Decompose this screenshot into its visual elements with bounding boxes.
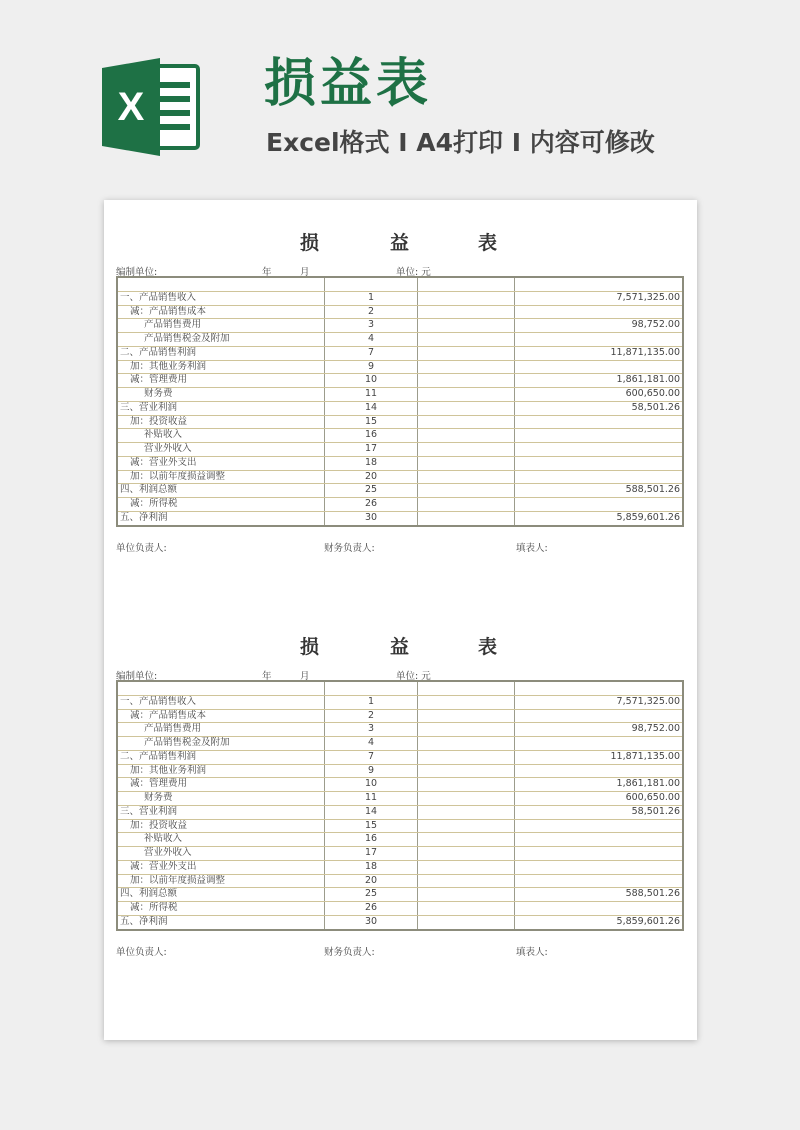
item-cell: 五、净利润	[117, 915, 325, 929]
table-row	[117, 388, 683, 402]
table-row	[117, 429, 683, 443]
row-number-cell: 18	[325, 860, 418, 874]
item-cell: 补贴收入	[117, 833, 325, 847]
row-number-cell: 14	[325, 401, 418, 415]
row-number-cell: 30	[325, 915, 418, 929]
table-row	[117, 723, 683, 737]
blank-cell	[418, 360, 515, 374]
item-cell: 加：以前年度损益调整	[117, 874, 325, 888]
amount-cell	[515, 833, 684, 847]
blank-cell	[418, 291, 515, 305]
table-row	[117, 833, 683, 847]
blank-cell	[418, 750, 515, 764]
blank-cell	[418, 681, 515, 695]
table-row	[117, 778, 683, 792]
row-number-cell: 25	[325, 888, 418, 902]
item-cell: 减：产品销售成本	[117, 305, 325, 319]
amount-cell	[515, 277, 684, 291]
item-cell	[117, 277, 325, 291]
row-number-cell: 20	[325, 874, 418, 888]
sheet-title-char: 益	[390, 232, 410, 254]
item-cell: 补贴收入	[117, 429, 325, 443]
sheet-title-char: 损	[300, 232, 320, 254]
table-row	[117, 860, 683, 874]
row-number-cell: 14	[325, 805, 418, 819]
item-cell: 产品销售税金及附加	[117, 333, 325, 347]
table-row	[117, 277, 683, 291]
document-page	[104, 200, 697, 1040]
table-row	[117, 792, 683, 806]
amount-cell: 1,861,181.00	[515, 374, 684, 388]
blank-cell	[418, 737, 515, 751]
year-label: 年	[262, 671, 272, 682]
item-cell: 二、产品销售利润	[117, 346, 325, 360]
item-cell: 营业外收入	[117, 847, 325, 861]
row-number-cell: 25	[325, 484, 418, 498]
month-label: 月	[300, 671, 310, 682]
item-cell: 加：其他业务利润	[117, 360, 325, 374]
item-cell: 减：所得税	[117, 902, 325, 916]
amount-cell	[515, 305, 684, 319]
blank-cell	[418, 874, 515, 888]
item-cell: 加：投资收益	[117, 415, 325, 429]
blank-cell	[418, 415, 515, 429]
blank-cell	[418, 498, 515, 512]
blank-cell	[418, 764, 515, 778]
blank-cell	[418, 915, 515, 929]
item-cell: 产品销售费用	[117, 723, 325, 737]
item-cell: 一、产品销售收入	[117, 291, 325, 305]
table-row	[117, 511, 683, 525]
row-number-cell: 1	[325, 695, 418, 709]
unit-head-label: 单位负责人:	[116, 947, 167, 958]
sheet-title-char: 表	[478, 636, 498, 658]
row-number-cell: 16	[325, 833, 418, 847]
sheet-meta	[116, 264, 686, 276]
row-number-cell: 4	[325, 333, 418, 347]
table-row	[117, 764, 683, 778]
item-cell: 加：其他业务利润	[117, 764, 325, 778]
table-row	[117, 360, 683, 374]
amount-cell	[515, 819, 684, 833]
blank-cell	[418, 333, 515, 347]
table-row	[117, 346, 683, 360]
amount-cell: 98,752.00	[515, 723, 684, 737]
row-number-cell	[325, 277, 418, 291]
blank-cell	[418, 833, 515, 847]
row-number-cell: 2	[325, 709, 418, 723]
amount-cell	[515, 470, 684, 484]
amount-cell	[515, 764, 684, 778]
item-cell: 减：营业外支出	[117, 860, 325, 874]
table-row	[117, 456, 683, 470]
item-cell: 加：以前年度损益调整	[117, 470, 325, 484]
sheet-title-char: 益	[390, 636, 410, 658]
table-row	[117, 681, 683, 695]
item-cell: 四、利润总额	[117, 888, 325, 902]
row-number-cell: 17	[325, 443, 418, 457]
excel-logo-icon	[102, 58, 202, 156]
finance-head-label: 财务负责人:	[324, 543, 375, 554]
row-number-cell: 7	[325, 346, 418, 360]
amount-cell	[515, 498, 684, 512]
amount-cell: 1,861,181.00	[515, 778, 684, 792]
row-number-cell: 17	[325, 847, 418, 861]
row-number-cell: 7	[325, 750, 418, 764]
item-cell: 减：产品销售成本	[117, 709, 325, 723]
table-row	[117, 415, 683, 429]
row-number-cell: 1	[325, 291, 418, 305]
amount-cell: 600,650.00	[515, 792, 684, 806]
item-cell: 财务费	[117, 388, 325, 402]
currency-label: 单位: 元	[396, 267, 431, 278]
row-number-cell: 26	[325, 902, 418, 916]
year-label: 年	[262, 267, 272, 278]
item-cell: 一、产品销售收入	[117, 695, 325, 709]
blank-cell	[418, 695, 515, 709]
amount-cell	[515, 415, 684, 429]
row-number-cell: 16	[325, 429, 418, 443]
item-cell: 产品销售税金及附加	[117, 737, 325, 751]
table-row	[117, 319, 683, 333]
blank-cell	[418, 470, 515, 484]
item-cell: 三、营业利润	[117, 805, 325, 819]
amount-cell: 600,650.00	[515, 388, 684, 402]
signature-line	[116, 944, 686, 956]
table-row	[117, 888, 683, 902]
row-number-cell: 26	[325, 498, 418, 512]
row-number-cell: 15	[325, 415, 418, 429]
table-row	[117, 902, 683, 916]
table-row	[117, 709, 683, 723]
blank-cell	[418, 401, 515, 415]
amount-cell: 588,501.26	[515, 888, 684, 902]
table-row	[117, 847, 683, 861]
amount-cell: 98,752.00	[515, 319, 684, 333]
table-row	[117, 805, 683, 819]
table-row	[117, 819, 683, 833]
row-number-cell: 10	[325, 374, 418, 388]
amount-cell	[515, 737, 684, 751]
table-row	[117, 874, 683, 888]
blank-cell	[418, 429, 515, 443]
ledger-table	[116, 680, 684, 931]
signature-line	[116, 540, 686, 552]
amount-cell: 58,501.26	[515, 805, 684, 819]
blank-cell	[418, 723, 515, 737]
unit-head-label: 单位负责人:	[116, 543, 167, 554]
blank-cell	[418, 484, 515, 498]
unit-label: 编制单位:	[116, 267, 158, 278]
item-cell: 三、营业利润	[117, 401, 325, 415]
row-number-cell: 2	[325, 305, 418, 319]
amount-cell	[515, 443, 684, 457]
amount-cell: 5,859,601.26	[515, 915, 684, 929]
item-cell: 减：所得税	[117, 498, 325, 512]
sheet-meta	[116, 668, 686, 680]
blank-cell	[418, 456, 515, 470]
table-row	[117, 484, 683, 498]
row-number-cell: 18	[325, 456, 418, 470]
row-number-cell	[325, 681, 418, 695]
amount-cell	[515, 456, 684, 470]
item-cell: 五、净利润	[117, 511, 325, 525]
row-number-cell: 3	[325, 319, 418, 333]
blank-cell	[418, 792, 515, 806]
amount-cell	[515, 902, 684, 916]
amount-cell	[515, 860, 684, 874]
blank-cell	[418, 374, 515, 388]
blank-cell	[418, 511, 515, 525]
blank-cell	[418, 888, 515, 902]
item-cell: 营业外收入	[117, 443, 325, 457]
table-row	[117, 915, 683, 929]
table-row	[117, 470, 683, 484]
blank-cell	[418, 305, 515, 319]
table-row	[117, 291, 683, 305]
table-row	[117, 498, 683, 512]
finance-head-label: 财务负责人:	[324, 947, 375, 958]
table-row	[117, 305, 683, 319]
blank-cell	[418, 819, 515, 833]
sheet-title-char: 表	[478, 232, 498, 254]
item-cell: 减：营业外支出	[117, 456, 325, 470]
amount-cell	[515, 333, 684, 347]
sheet-title-char: 损	[300, 636, 320, 658]
blank-cell	[418, 778, 515, 792]
blank-cell	[418, 319, 515, 333]
amount-cell	[515, 429, 684, 443]
amount-cell	[515, 847, 684, 861]
table-row	[117, 737, 683, 751]
blank-cell	[418, 346, 515, 360]
preparer-label: 填表人:	[516, 947, 548, 958]
blank-cell	[418, 277, 515, 291]
blank-cell	[418, 443, 515, 457]
table-row	[117, 750, 683, 764]
sheet-title	[116, 632, 686, 662]
table-row	[117, 401, 683, 415]
table-row	[117, 695, 683, 709]
row-number-cell: 9	[325, 360, 418, 374]
row-number-cell: 9	[325, 764, 418, 778]
logo-letter: X	[117, 85, 145, 129]
row-number-cell: 15	[325, 819, 418, 833]
amount-cell: 7,571,325.00	[515, 695, 684, 709]
item-cell: 财务费	[117, 792, 325, 806]
sheet-title	[116, 228, 686, 258]
blank-cell	[418, 847, 515, 861]
table-row	[117, 443, 683, 457]
row-number-cell: 4	[325, 737, 418, 751]
table-row	[117, 333, 683, 347]
amount-cell	[515, 874, 684, 888]
blank-cell	[418, 709, 515, 723]
month-label: 月	[300, 267, 310, 278]
amount-cell: 5,859,601.26	[515, 511, 684, 525]
blank-cell	[418, 388, 515, 402]
item-cell: 二、产品销售利润	[117, 750, 325, 764]
banner-subtitle: Excel格式 I A4打印 I 内容可修改	[266, 128, 655, 157]
item-cell: 产品销售费用	[117, 319, 325, 333]
amount-cell	[515, 360, 684, 374]
blank-cell	[418, 902, 515, 916]
blank-cell	[418, 805, 515, 819]
item-cell	[117, 681, 325, 695]
amount-cell: 11,871,135.00	[515, 750, 684, 764]
row-number-cell: 30	[325, 511, 418, 525]
ledger-table	[116, 276, 684, 527]
item-cell: 加：投资收益	[117, 819, 325, 833]
unit-label: 编制单位:	[116, 671, 158, 682]
table-row	[117, 374, 683, 388]
amount-cell: 588,501.26	[515, 484, 684, 498]
blank-cell	[418, 860, 515, 874]
banner-title: 损益表	[264, 54, 433, 114]
row-number-cell: 11	[325, 388, 418, 402]
item-cell: 减：管理费用	[117, 374, 325, 388]
row-number-cell: 3	[325, 723, 418, 737]
row-number-cell: 11	[325, 792, 418, 806]
row-number-cell: 20	[325, 470, 418, 484]
amount-cell	[515, 681, 684, 695]
amount-cell: 11,871,135.00	[515, 346, 684, 360]
currency-label: 单位: 元	[396, 671, 431, 682]
amount-cell	[515, 709, 684, 723]
item-cell: 减：管理费用	[117, 778, 325, 792]
amount-cell: 58,501.26	[515, 401, 684, 415]
row-number-cell: 10	[325, 778, 418, 792]
amount-cell: 7,571,325.00	[515, 291, 684, 305]
item-cell: 四、利润总额	[117, 484, 325, 498]
preparer-label: 填表人:	[516, 543, 548, 554]
